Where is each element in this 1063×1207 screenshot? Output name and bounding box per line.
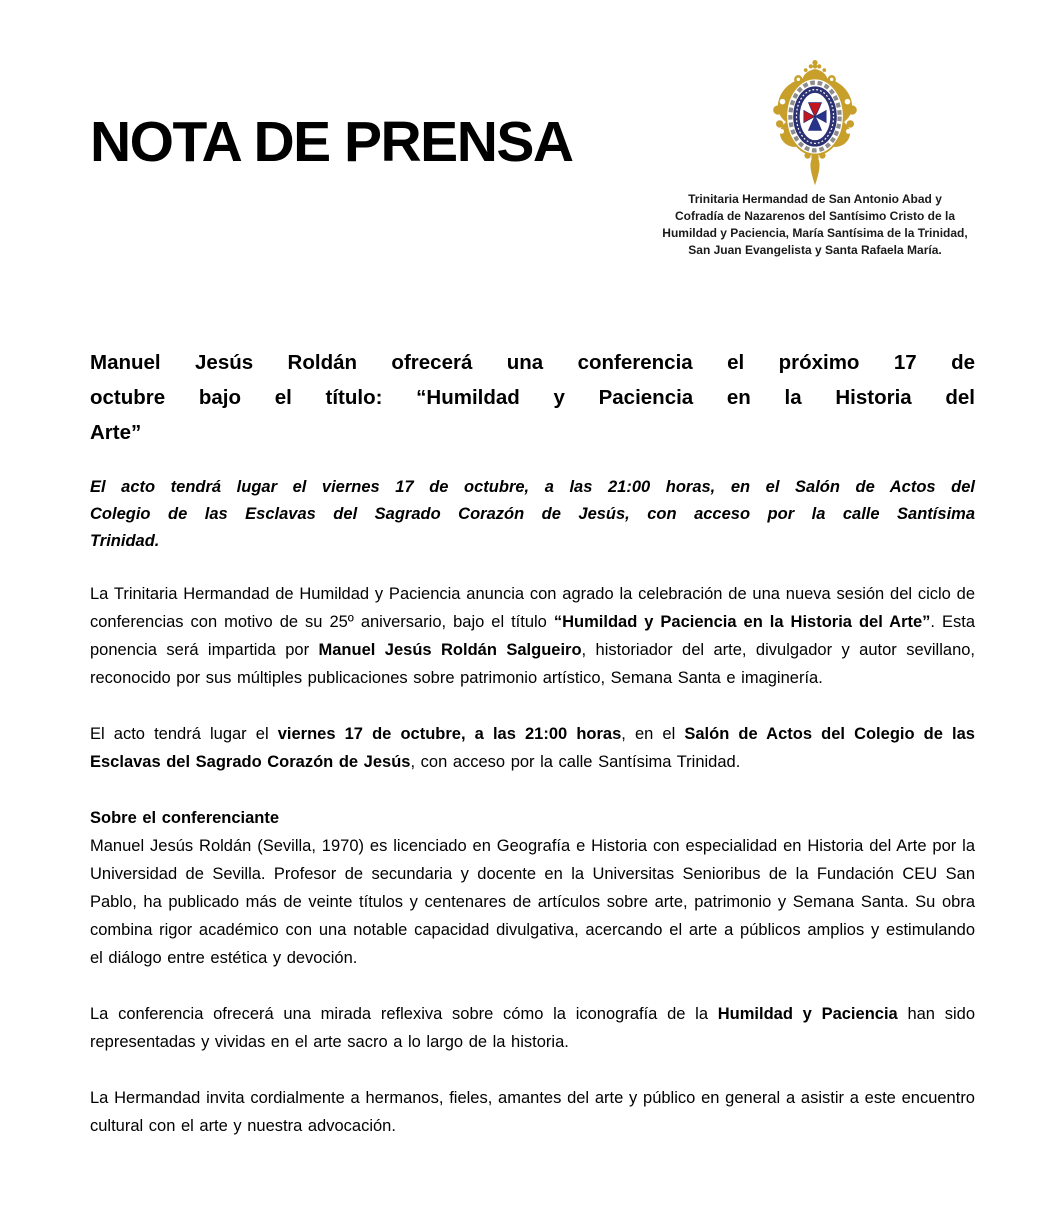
text-run: viernes 17 de octubre, a las 21:00 horas [277, 725, 622, 743]
org-name-line: Humildad y Paciencia, María Santísima de la Trinidad, [662, 226, 968, 240]
org-name-line: Trinitaria Hermandad de San Antonio Abad y [688, 192, 942, 206]
org-name-line: Cofradía de Nazarenos del Santísimo Cristo de la [674, 209, 956, 223]
text-run: han sido representadas y vividas en el arte sacro a lo largo de la historia. [90, 1005, 975, 1051]
body-paragraph [90, 1000, 975, 1056]
text-run: “Humildad y Paciencia en la Historia del Arte” [553, 613, 931, 631]
lead-line: El acto tendrá lugar el viernes 17 de octubre, a las 21:00 horas, en el Salón de Actos del [90, 478, 975, 496]
brotherhood-crest-icon [767, 58, 863, 188]
body-paragraph [90, 720, 975, 776]
article [90, 345, 975, 1140]
lead-paragraph [90, 474, 975, 555]
lead-line: Trinidad. [90, 532, 160, 550]
text-run: Sobre el conferenciante [90, 809, 280, 827]
masthead-title: NOTA DE PRENSA [90, 110, 573, 174]
text-run: , historiador del arte, divulgador y autor sevillano, reconocido por sus múltiples publicaciones sobre patrimonio artístico, Semana Santa e imaginería. [90, 641, 976, 687]
section-heading [90, 804, 975, 832]
lead-line: Colegio de las Esclavas del Sagrado Corazón de Jesús, con acceso por la calle Santísima [90, 505, 975, 523]
text-run: La conferencia ofrecerá una mirada reflexiva sobre cómo la iconografía de la [90, 1005, 718, 1023]
text-run: , en el [621, 725, 685, 743]
org-name-line: San Juan Evangelista y Santa Rafaela María. [688, 243, 942, 257]
body-paragraph [90, 580, 975, 692]
headline-line: octubre bajo el título: “Humildad y Paciencia en la Historia del [90, 386, 975, 409]
text-run: , con acceso por la calle Santísima Trinidad. [410, 753, 741, 771]
body-paragraphs [90, 580, 975, 1140]
headline-line: Arte” [90, 421, 142, 444]
text-run: Manuel Jesús Roldán (Sevilla, 1970) es licenciado en Geografía e Historia con especialidad en Historia del Arte por la Universidad de Sevilla. Profesor de secundaria y docente en la Universitas Senioribus de la Fundación CEU San Pablo, ha publicado más de veinte títulos y centenares de artículos sobre arte, patrimonio y Semana Santa. Su obra combina rigor académico con una notable capacidad divulgativa, acercando el arte a públicos amplios y estimulando el diálogo entre estética y devoción. [90, 837, 975, 967]
org-name [655, 191, 975, 259]
text-run: . Esta ponencia será impartida por [90, 613, 976, 659]
text-run: Humildad y Paciencia [717, 1005, 898, 1023]
body-paragraph [90, 832, 975, 972]
text-run: La Hermandad invita cordialmente a hermanos, fieles, amantes del arte y público en general a asistir a este encuentro cultural con el arte y nuestra advocación. [90, 1089, 975, 1135]
text-run: Salón de Actos del Colegio de las Esclavas del Sagrado Corazón de Jesús [90, 725, 975, 771]
header [90, 58, 975, 259]
org-block [655, 58, 975, 259]
text-run: El acto tendrá lugar el [90, 725, 278, 743]
headline [90, 345, 975, 450]
text-run: Manuel Jesús Roldán Salgueiro [318, 641, 582, 659]
body-paragraph [90, 1084, 975, 1140]
headline-line: Manuel Jesús Roldán ofrecerá una conferencia el próximo 17 de [90, 351, 975, 374]
text-run: La Trinitaria Hermandad de Humildad y Paciencia anuncia con agrado la celebración de una nueva sesión del ciclo de conferencias con motivo de su 25º aniversario, bajo el título [90, 585, 975, 631]
